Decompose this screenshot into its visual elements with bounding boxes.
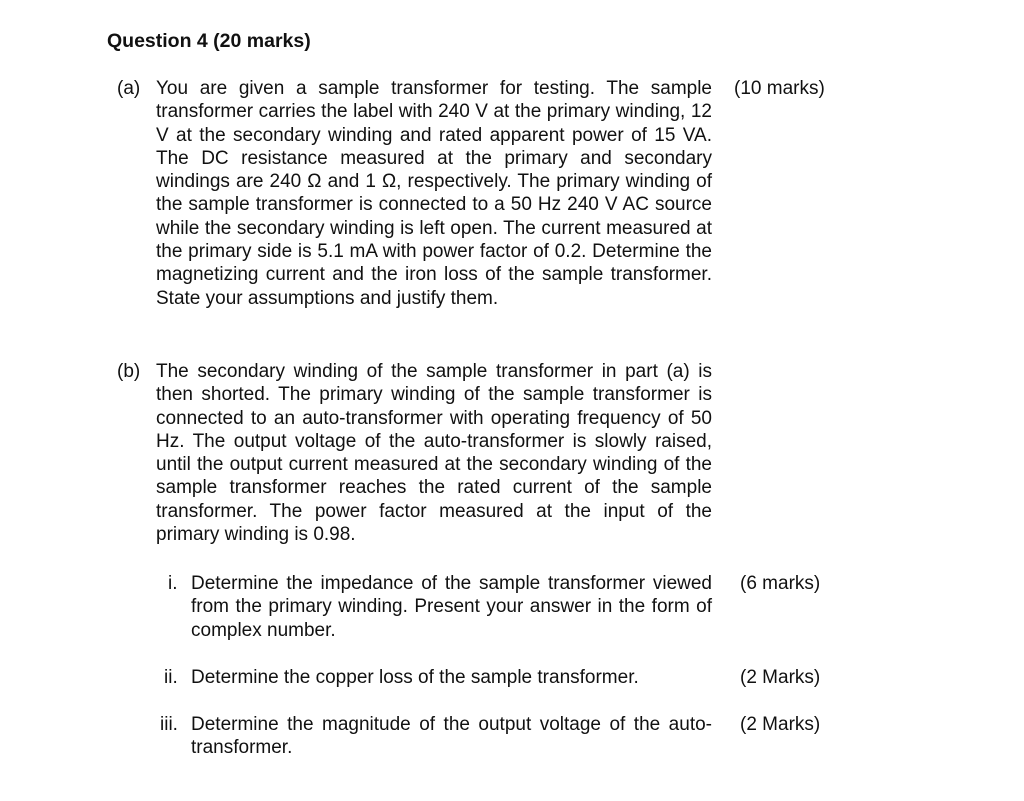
subpart-i-text: Determine the impedance of the sample transformer viewed from the primary winding. Present your answer in the form of complex number. — [191, 573, 712, 641]
part-a-marks: (10 marks) — [734, 78, 825, 99]
question-title: Question 4 (20 marks) — [107, 30, 311, 52]
part-b-text: The secondary winding of the sample transformer in part (a) is then shorted. The primary winding of the sample transformer is connected to an auto-transformer with operating frequency of 50 Hz. The output voltage of the auto-transformer is slowly raised, until the output current measured at the secondary winding of the sample transformer reaches the rated current of the sample transformer. The power factor measured at the input of the primary winding is 0.98. — [156, 361, 712, 546]
subpart-iii-text: Determine the magnitude of the output voltage of the auto-transformer. — [191, 714, 712, 759]
subpart-iii-marks: (2 Marks) — [740, 714, 821, 735]
subpart-ii-marks: (2 Marks) — [740, 667, 821, 688]
subpart-iii-label: iii. — [160, 714, 178, 735]
part-b-label: (b) — [117, 361, 141, 382]
subpart-i-marks: (6 marks) — [740, 573, 821, 594]
subpart-i-label: i. — [168, 573, 178, 594]
subpart-ii-label: ii. — [164, 667, 178, 688]
subpart-ii-text: Determine the copper loss of the sample transformer. — [191, 667, 639, 688]
part-a-text: You are given a sample transformer for testing. The sample transformer carries the label with 240 V at the primary winding, 12 V at the secondary winding and rated apparent power of 15 VA. The DC resistance measured at the primary and secondary windings are 240 Ω and 1 Ω, respectively. The primary winding of the sample transformer is connected to a 50 Hz 240 V AC source while the secondary winding is left open. The current measured at the primary side is 5.1 mA with power factor of 0.2. Determine the magnetizing current and the iron loss of the sample transformer. State your assumptions and justify them. — [156, 78, 712, 309]
part-a-label: (a) — [117, 78, 141, 99]
